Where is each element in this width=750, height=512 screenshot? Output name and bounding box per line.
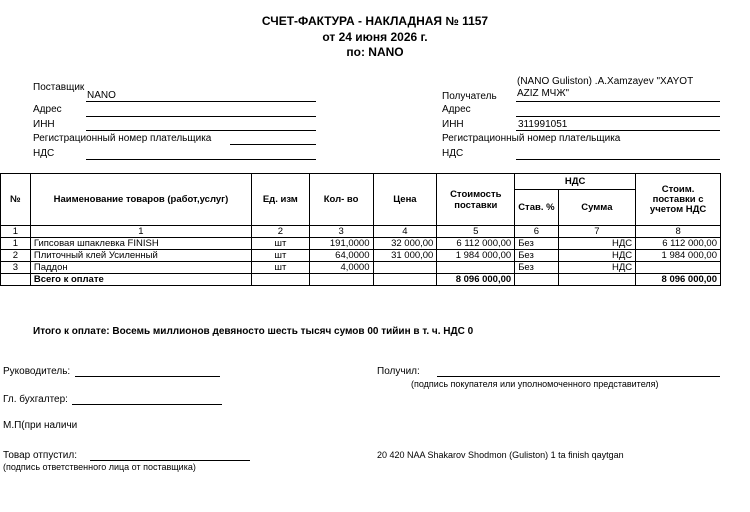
total-row-empty	[558, 274, 636, 286]
supplier-vat-line	[86, 159, 316, 160]
table-row	[1, 262, 721, 274]
released-note: (подпись ответственного лица от поставщика)	[3, 462, 196, 472]
document-supplier-short: по: NANO	[346, 45, 404, 59]
total-sum: 8 096 000,00	[636, 274, 721, 286]
summary-text: Итого к оплате: Восемь миллионов девяносто шесть тысяч сумов 00 тийин в т. ч. НДС 0	[33, 326, 474, 337]
row-vat-rate: Без	[515, 238, 558, 250]
row-vat-rate: Без	[515, 262, 558, 274]
row-vat-rate: Без	[515, 250, 558, 262]
col-header-num: №	[1, 174, 31, 226]
row-price: 32 000,00	[373, 238, 437, 250]
row-unit: шт	[252, 250, 310, 262]
row-total	[636, 262, 721, 274]
col-header-unit: Ед. изм	[252, 174, 310, 226]
received-line	[437, 376, 720, 377]
col-number: 7	[558, 226, 636, 238]
row-name: Плиточный клей Усиленный	[30, 250, 251, 262]
col-number: 1	[1, 226, 31, 238]
director-line	[75, 376, 220, 377]
supplier-inn-label: ИНН	[33, 119, 55, 130]
col-header-cost: Стоимость поставки	[437, 174, 515, 226]
row-qty: 4,0000	[309, 262, 373, 274]
recipient-label: Получатель	[442, 91, 497, 102]
row-num: 3	[1, 262, 31, 274]
col-header-name: Наименование товаров (работ,услуг)	[30, 174, 251, 226]
row-vat-sum: НДС	[558, 238, 636, 250]
row-num: 2	[1, 250, 31, 262]
row-cost: 6 112 000,00	[437, 238, 515, 250]
supplier-reg-line	[230, 144, 316, 145]
col-number: 1	[30, 226, 251, 238]
col-header-qty: Кол- во	[309, 174, 373, 226]
row-name: Паддон	[30, 262, 251, 274]
col-number: 2	[252, 226, 310, 238]
accountant-line	[72, 404, 222, 405]
supplier-address-line	[86, 116, 316, 117]
recipient-inn-value: 311991051	[518, 119, 568, 130]
stamp-label: М.П(при наличи	[3, 420, 78, 431]
recipient-inn-label: ИНН	[442, 119, 464, 130]
col-number: 5	[437, 226, 515, 238]
supplier-vat-label: НДС	[33, 148, 55, 159]
row-total: 1 984 000,00	[636, 250, 721, 262]
recipient-inn-line	[516, 130, 720, 131]
col-header-vat-rate: Став. %	[515, 190, 558, 226]
row-name: Гипсовая шпаклевка FINISH	[30, 238, 251, 250]
row-num: 1	[1, 238, 31, 250]
row-unit: шт	[252, 238, 310, 250]
col-header-total: Стоим. поставки с учетом НДС	[636, 174, 721, 226]
col-number: 8	[636, 226, 721, 238]
col-header-vat: НДС	[515, 174, 636, 190]
released-line	[90, 460, 250, 461]
total-cost: 8 096 000,00	[437, 274, 515, 286]
accountant-label: Гл. бухгалтер:	[3, 394, 68, 405]
row-price: 31 000,00	[373, 250, 437, 262]
recipient-address-line	[516, 116, 720, 117]
row-price	[373, 262, 437, 274]
document-date: от 24 июня 2026 г.	[322, 30, 428, 44]
recipient-vat-label: НДС	[442, 148, 464, 159]
col-header-price: Цена	[373, 174, 437, 226]
total-row-empty	[252, 274, 310, 286]
recipient-value-line1: (NANO Guliston) .A.Xamzayev "XAYOT	[517, 76, 694, 87]
total-label: Всего к оплате	[30, 274, 251, 286]
col-number: 4	[373, 226, 437, 238]
total-row-empty	[373, 274, 437, 286]
supplier-value: NANO	[87, 90, 116, 101]
row-qty: 191,0000	[309, 238, 373, 250]
row-cost: 1 984 000,00	[437, 250, 515, 262]
col-header-vat-sum: Сумма	[558, 190, 636, 226]
received-note: (подпись покупателя или уполномоченного представителя)	[411, 379, 659, 389]
row-cost	[437, 262, 515, 274]
row-unit: шт	[252, 262, 310, 274]
row-vat-sum: НДС	[558, 250, 636, 262]
table-row	[1, 238, 721, 250]
supplier-inn-line	[86, 130, 316, 131]
document-title: СЧЕТ-ФАКТУРА - НАКЛАДНАЯ № 1157	[261, 14, 489, 28]
total-row	[1, 274, 721, 286]
col-number: 3	[309, 226, 373, 238]
total-row-empty	[1, 274, 31, 286]
recipient-line	[516, 101, 720, 102]
invoice-table	[0, 173, 721, 286]
delivery-note: 20 420 NAA Shakarov Shodmon (Guliston) 1 ta finish qaytgan	[377, 450, 624, 460]
supplier-label: Поставщик	[33, 82, 85, 93]
row-qty: 64,0000	[309, 250, 373, 262]
supplier-line	[86, 101, 316, 102]
recipient-value-line2: AZIZ МЧЖ"	[517, 88, 570, 99]
supplier-address-label: Адрес	[33, 104, 62, 115]
col-number: 6	[515, 226, 558, 238]
row-total: 6 112 000,00	[636, 238, 721, 250]
row-vat-sum: НДС	[558, 262, 636, 274]
director-label: Руководитель:	[3, 366, 71, 377]
total-row-empty	[515, 274, 558, 286]
recipient-vat-line	[516, 159, 720, 160]
table-row	[1, 250, 721, 262]
recipient-reg-label: Регистрационный номер плательщика	[442, 133, 621, 144]
released-label: Товар отпустил:	[3, 450, 77, 461]
supplier-reg-label: Регистрационный номер плательщика	[33, 133, 212, 144]
total-row-empty	[309, 274, 373, 286]
recipient-address-label: Адрес	[442, 104, 471, 115]
received-label: Получил:	[377, 366, 420, 377]
